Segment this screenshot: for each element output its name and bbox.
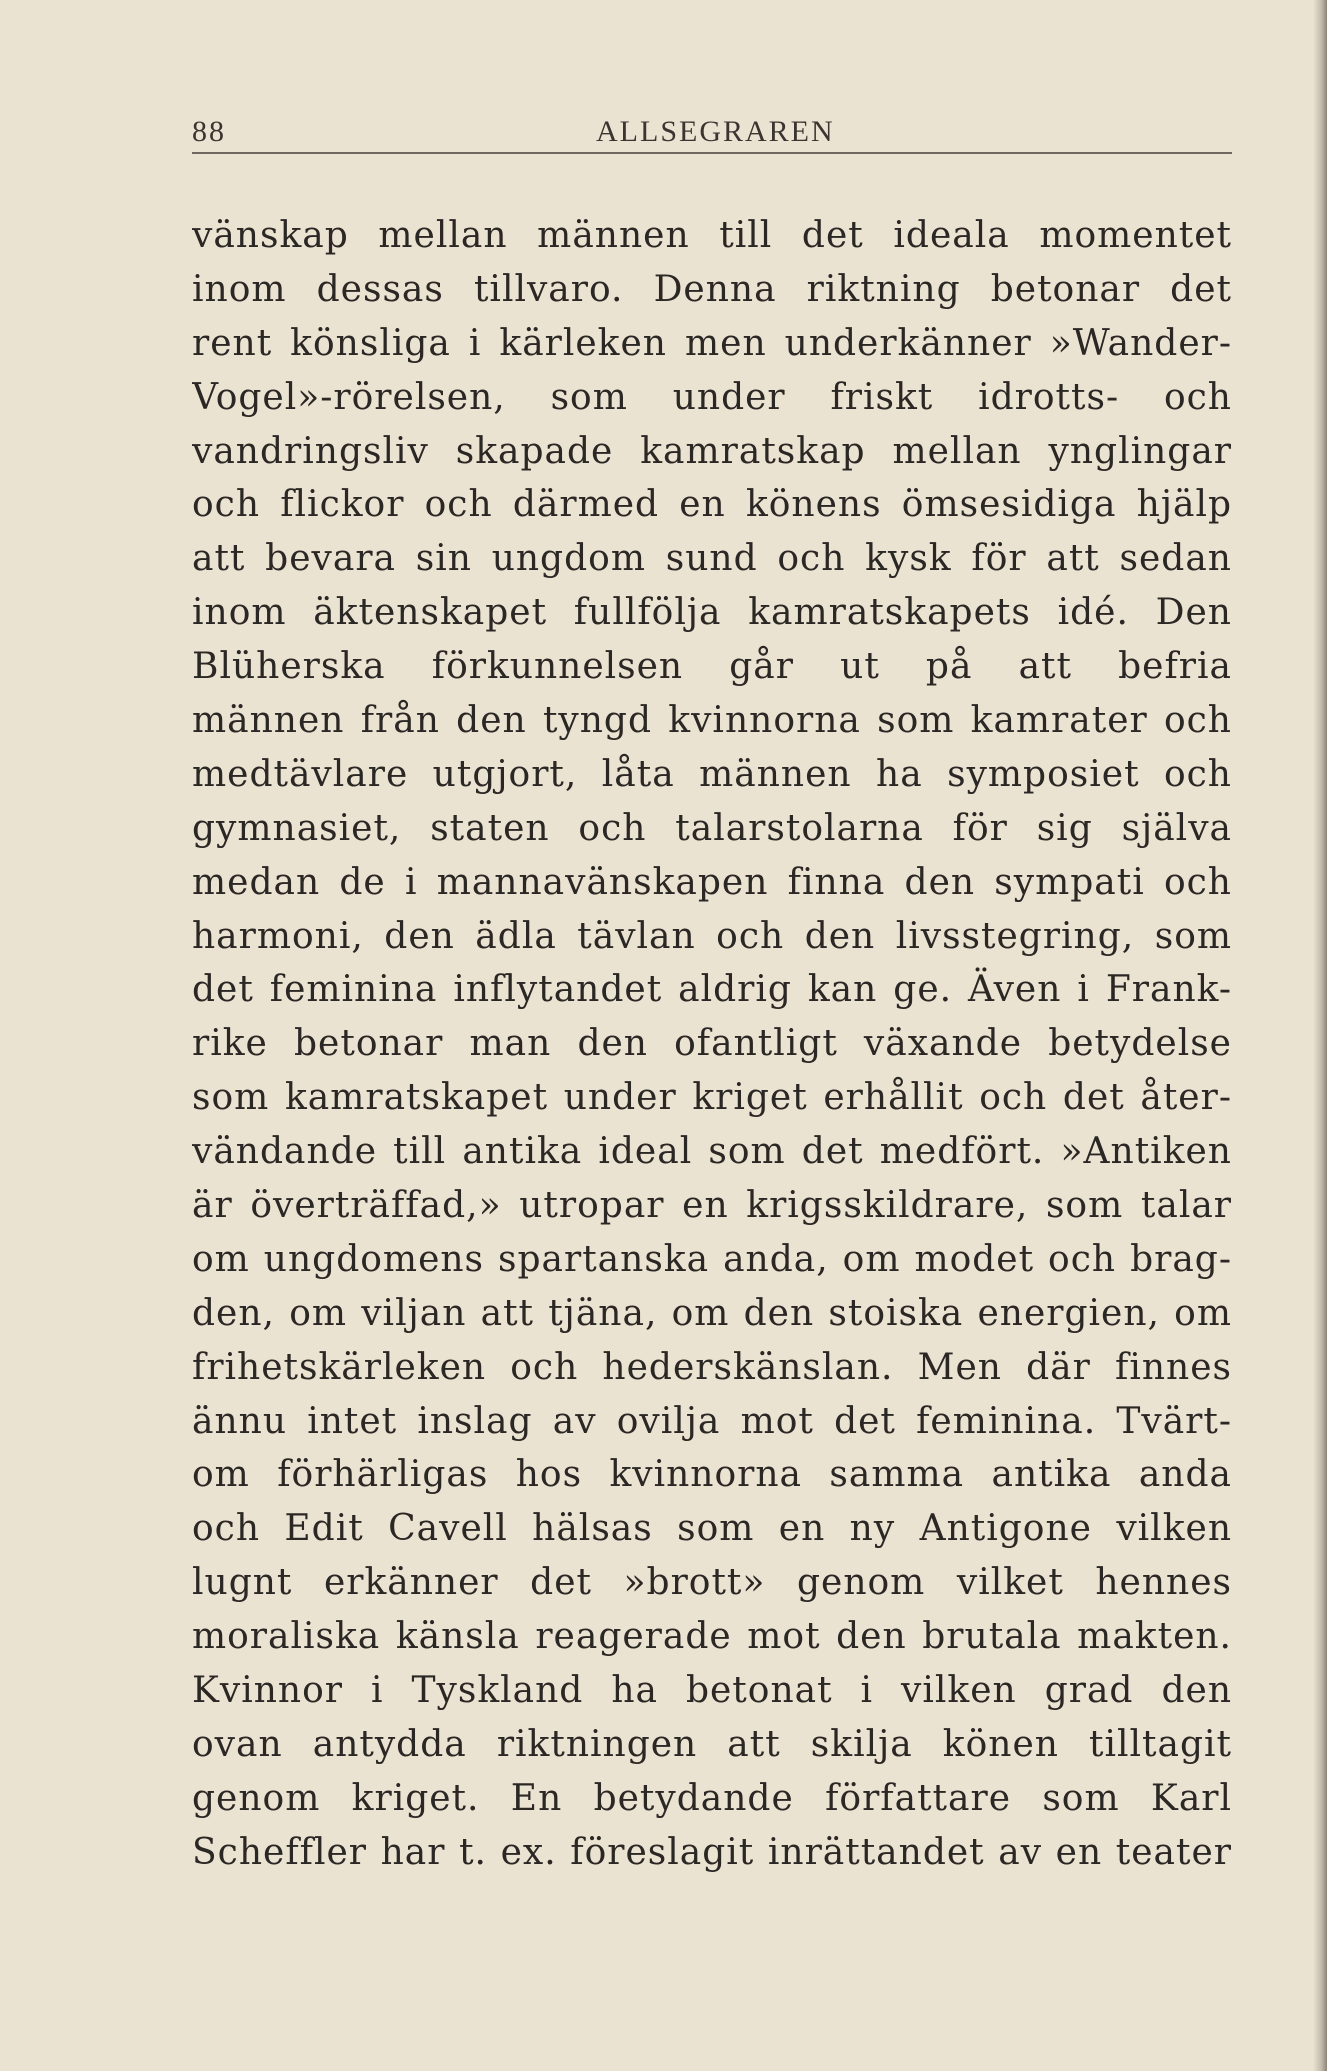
text-line: inom dessas tillvaro. Denna riktning betonar det <box>192 268 1232 310</box>
text-line: ovan antydda riktningen att skilja könen tilltagit <box>192 1723 1232 1765</box>
text-line: genom kriget. En betydande författare som Karl <box>192 1777 1232 1819</box>
running-title: ALLSEGRAREN <box>596 115 835 148</box>
text-line: rike betonar man den ofantligt växande betydelse <box>192 1023 1232 1065</box>
page-edge-shadow <box>1313 0 1327 2071</box>
text-line: moraliska känsla reagerade mot den brutala makten. <box>192 1616 1232 1658</box>
text-line: och flickor och därmed en könens ömsesidiga hjälp <box>192 484 1232 526</box>
text-line: om ungdomens spartanska anda, om modet och brag- <box>192 1238 1232 1280</box>
running-header <box>192 112 1232 154</box>
text-line: vänskap mellan männen till det ideala momentet <box>192 215 1232 256</box>
text-line: frihetskärleken och hederskänslan. Men där finnes <box>192 1346 1232 1388</box>
body-text <box>192 209 1232 1880</box>
page-number: 88 <box>192 115 226 148</box>
text-line: den, om viljan att tjäna, om den stoiska energien, om <box>192 1292 1232 1334</box>
text-line: gymnasiet, staten och talarstolarna för sig själva <box>192 807 1232 849</box>
text-line: rent könsliga i kärleken men underkänner »Wander- <box>192 322 1232 364</box>
text-line: att bevara sin ungdom sund och kysk för att sedan <box>192 538 1232 580</box>
text-line: ännu intet inslag av ovilja mot det feminina. Tvärt- <box>192 1400 1232 1442</box>
text-line: som kamratskapet under kriget erhållit och det åter- <box>192 1077 1232 1119</box>
text-line: inom äktenskapet fullfölja kamratskapets idé. Den <box>192 592 1232 634</box>
text-line: Scheffler har t. ex. föreslagit inrättandet av en teater <box>192 1831 1232 1873</box>
text-line: Blüherska förkunnelsen går ut på att befria <box>192 646 1232 688</box>
text-line: Vogel»-rörelsen, som under friskt idrotts- och <box>192 376 1232 418</box>
text-line: medan de i mannavänskapen finna den sympati och <box>192 861 1232 903</box>
text-line: är överträffad,» utropar en krigsskildrare, som talar <box>192 1185 1232 1227</box>
text-line: vändande till antika ideal som det medfört. »Antiken <box>192 1131 1232 1173</box>
text-line: och Edit Cavell hälsas som en ny Antigone vilken <box>192 1508 1232 1550</box>
text-line: medtävlare utgjort, låta männen ha symposiet och <box>192 753 1232 795</box>
text-line: harmoni, den ädla tävlan och den livsstegring, som <box>192 915 1232 957</box>
text-line: Kvinnor i Tyskland ha betonat i vilken grad den <box>192 1670 1232 1712</box>
text-line: det feminina inflytandet aldrig kan ge. Även i Frank- <box>192 969 1232 1011</box>
text-line: lugnt erkänner det »brott» genom vilket hennes <box>192 1562 1232 1604</box>
text-line: vandringsliv skapade kamratskap mellan ynglingar <box>192 430 1232 472</box>
text-line: om förhärligas hos kvinnorna samma antika anda <box>192 1454 1232 1496</box>
text-line: männen från den tyngd kvinnorna som kamrater och <box>192 700 1232 742</box>
